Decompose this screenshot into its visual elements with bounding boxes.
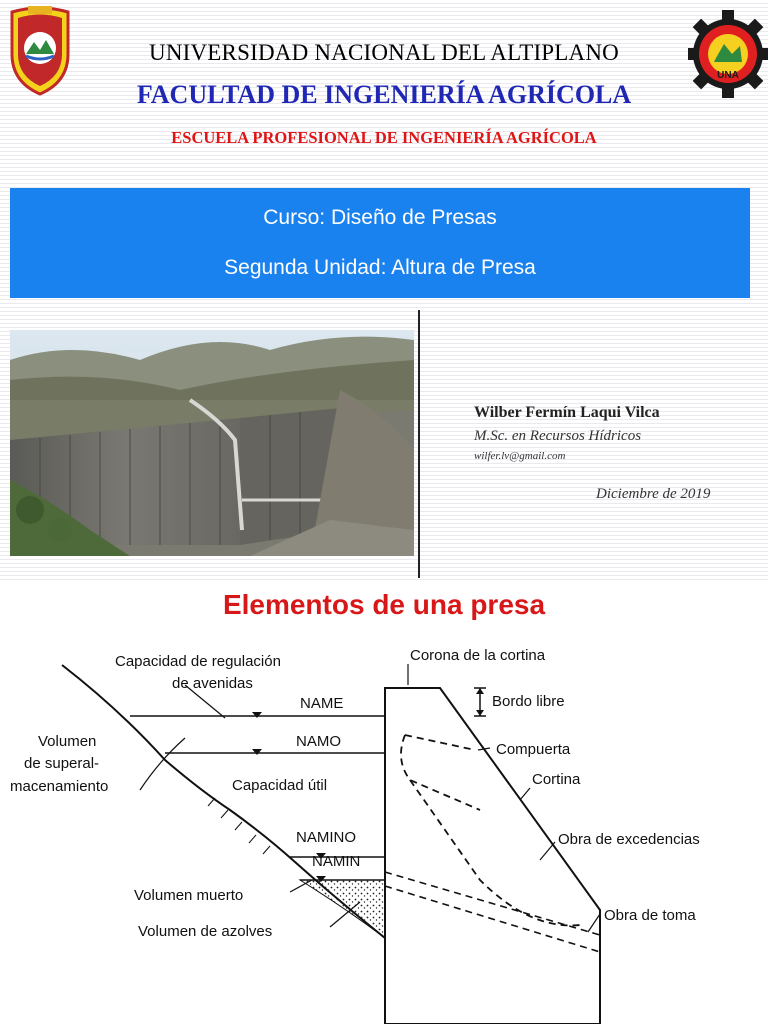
school-name: ESCUELA PROFESIONAL DE INGENIERÍA AGRÍCOLA — [171, 128, 597, 147]
university-name: UNIVERSIDAD NACIONAL DEL ALTIPLANO — [149, 40, 619, 65]
label-namino: NAMINO — [296, 829, 356, 846]
label-bordo-libre: Bordo libre — [492, 693, 565, 710]
course-title: Curso: Diseño de Presas — [263, 206, 497, 229]
svg-text:UNA: UNA — [717, 70, 739, 81]
presentation-date: Diciembre de 2019 — [596, 486, 711, 502]
label-namo: NAMO — [296, 733, 341, 750]
label-name: NAME — [300, 695, 344, 712]
course-banner — [10, 188, 750, 298]
label-volumen: Volumen — [38, 733, 97, 750]
label-macenamiento: macenamiento — [10, 778, 109, 795]
label-obra-toma: Obra de toma — [604, 907, 696, 924]
section-title: Elementos de una presa — [222, 589, 546, 620]
label-avenidas: de avenidas — [172, 675, 253, 692]
label-corona: Corona de la cortina — [410, 647, 546, 664]
label-compuerta: Compuerta — [496, 741, 571, 758]
label-namin: NAMIN — [312, 853, 361, 870]
unit-title: Segunda Unidad: Altura de Presa — [224, 256, 536, 279]
label-obra-excedencias: Obra de excedencias — [558, 831, 700, 848]
dam-elements-diagram — [0, 640, 768, 1024]
label-capacidad-util: Capacidad útil — [232, 777, 328, 794]
label-volumen-azolves: Volumen de azolves — [138, 923, 273, 940]
author-email: wilfer.lv@gmail.com — [474, 450, 566, 462]
faculty-name: FACULTAD DE INGENIERÍA AGRÍCOLA — [136, 80, 632, 109]
label-de-superal: de superal- — [24, 755, 100, 772]
label-cortina: Cortina — [532, 771, 581, 788]
divider-line — [418, 310, 420, 578]
label-volumen-muerto: Volumen muerto — [134, 887, 244, 904]
author-degree: M.Sc. en Recursos Hídricos — [474, 428, 642, 444]
label-capacidad-regulacion: Capacidad de regulación — [115, 653, 281, 670]
author-name: Wilber Fermín Laqui Vilca — [474, 404, 660, 421]
dam-photo — [10, 330, 414, 556]
